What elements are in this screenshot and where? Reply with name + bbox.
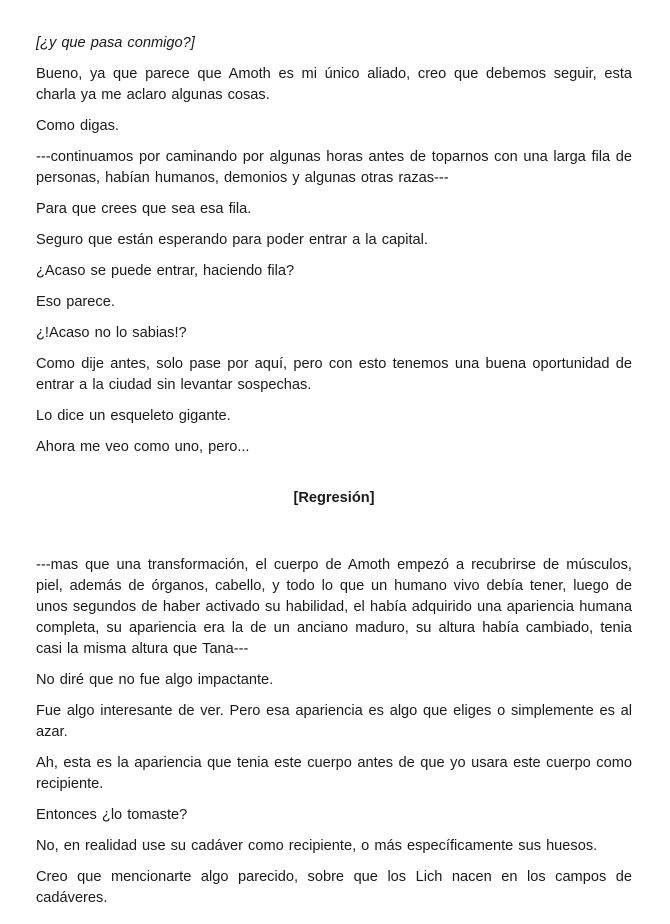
paragraph: Como dije antes, solo pase por aquí, pero con esto tenemos una buena oportunidad de entrar a la ciudad sin levantar sospechas.	[36, 356, 632, 393]
paragraph: ¿Acaso se puede entrar, haciendo fila?	[36, 263, 295, 279]
paragraph: ---continuamos por caminando por algunas horas antes de toparnos con una larga fila de personas, habían humanos, demonios y algunas otras razas---	[36, 149, 632, 186]
paragraph: No, en realidad use su cadáver como recipiente, o más específicamente sus huesos.	[36, 838, 598, 854]
paragraph: Entonces ¿lo tomaste?	[36, 807, 188, 823]
paragraph: Ah, esta es la apariencia que tenia este cuerpo antes de que yo usara este cuerpo como recipiente.	[36, 755, 632, 792]
paragraph: Ahora me veo como uno, pero...	[36, 439, 250, 455]
paragraph: Creo que mencionarte algo parecido, sobre que los Lich nacen en los campos de cadáveres.	[36, 869, 632, 906]
paragraph: Lo dice un esqueleto gigante.	[36, 408, 231, 424]
paragraph: No diré que no fue algo impactante.	[36, 672, 274, 688]
paragraph: ---mas que una transformación, el cuerpo de Amoth empezó a recubrirse de músculos, piel, además de órganos, cabello, y todo lo que un humano vivo debía tener, luego de unos segundos de haber activado su habilidad, el había adquirido una apariencia humana completa, su apariencia era la de un anciano maduro, su altura había cambiado, tenia casi la misma altura que Tana---	[36, 557, 632, 657]
paragraph: ¿!Acaso no lo sabias!?	[36, 325, 187, 341]
paragraph: Seguro que están esperando para poder entrar a la capital.	[36, 232, 428, 248]
paragraph: Eso parece.	[36, 294, 115, 310]
paragraph: Fue algo interesante de ver. Pero esa apariencia es algo que eliges o simplemente es al azar.	[36, 703, 632, 740]
paragraph: Bueno, ya que parece que Amoth es mi único aliado, creo que debemos seguir, esta charla ya me aclaro algunas cosas.	[36, 66, 632, 103]
paragraph: Para que crees que sea esa fila.	[36, 201, 252, 217]
paragraph: Como digas.	[36, 118, 119, 134]
section-heading: [Regresión]	[293, 490, 375, 506]
paragraph: [¿y que pasa conmigo?]	[36, 35, 195, 51]
